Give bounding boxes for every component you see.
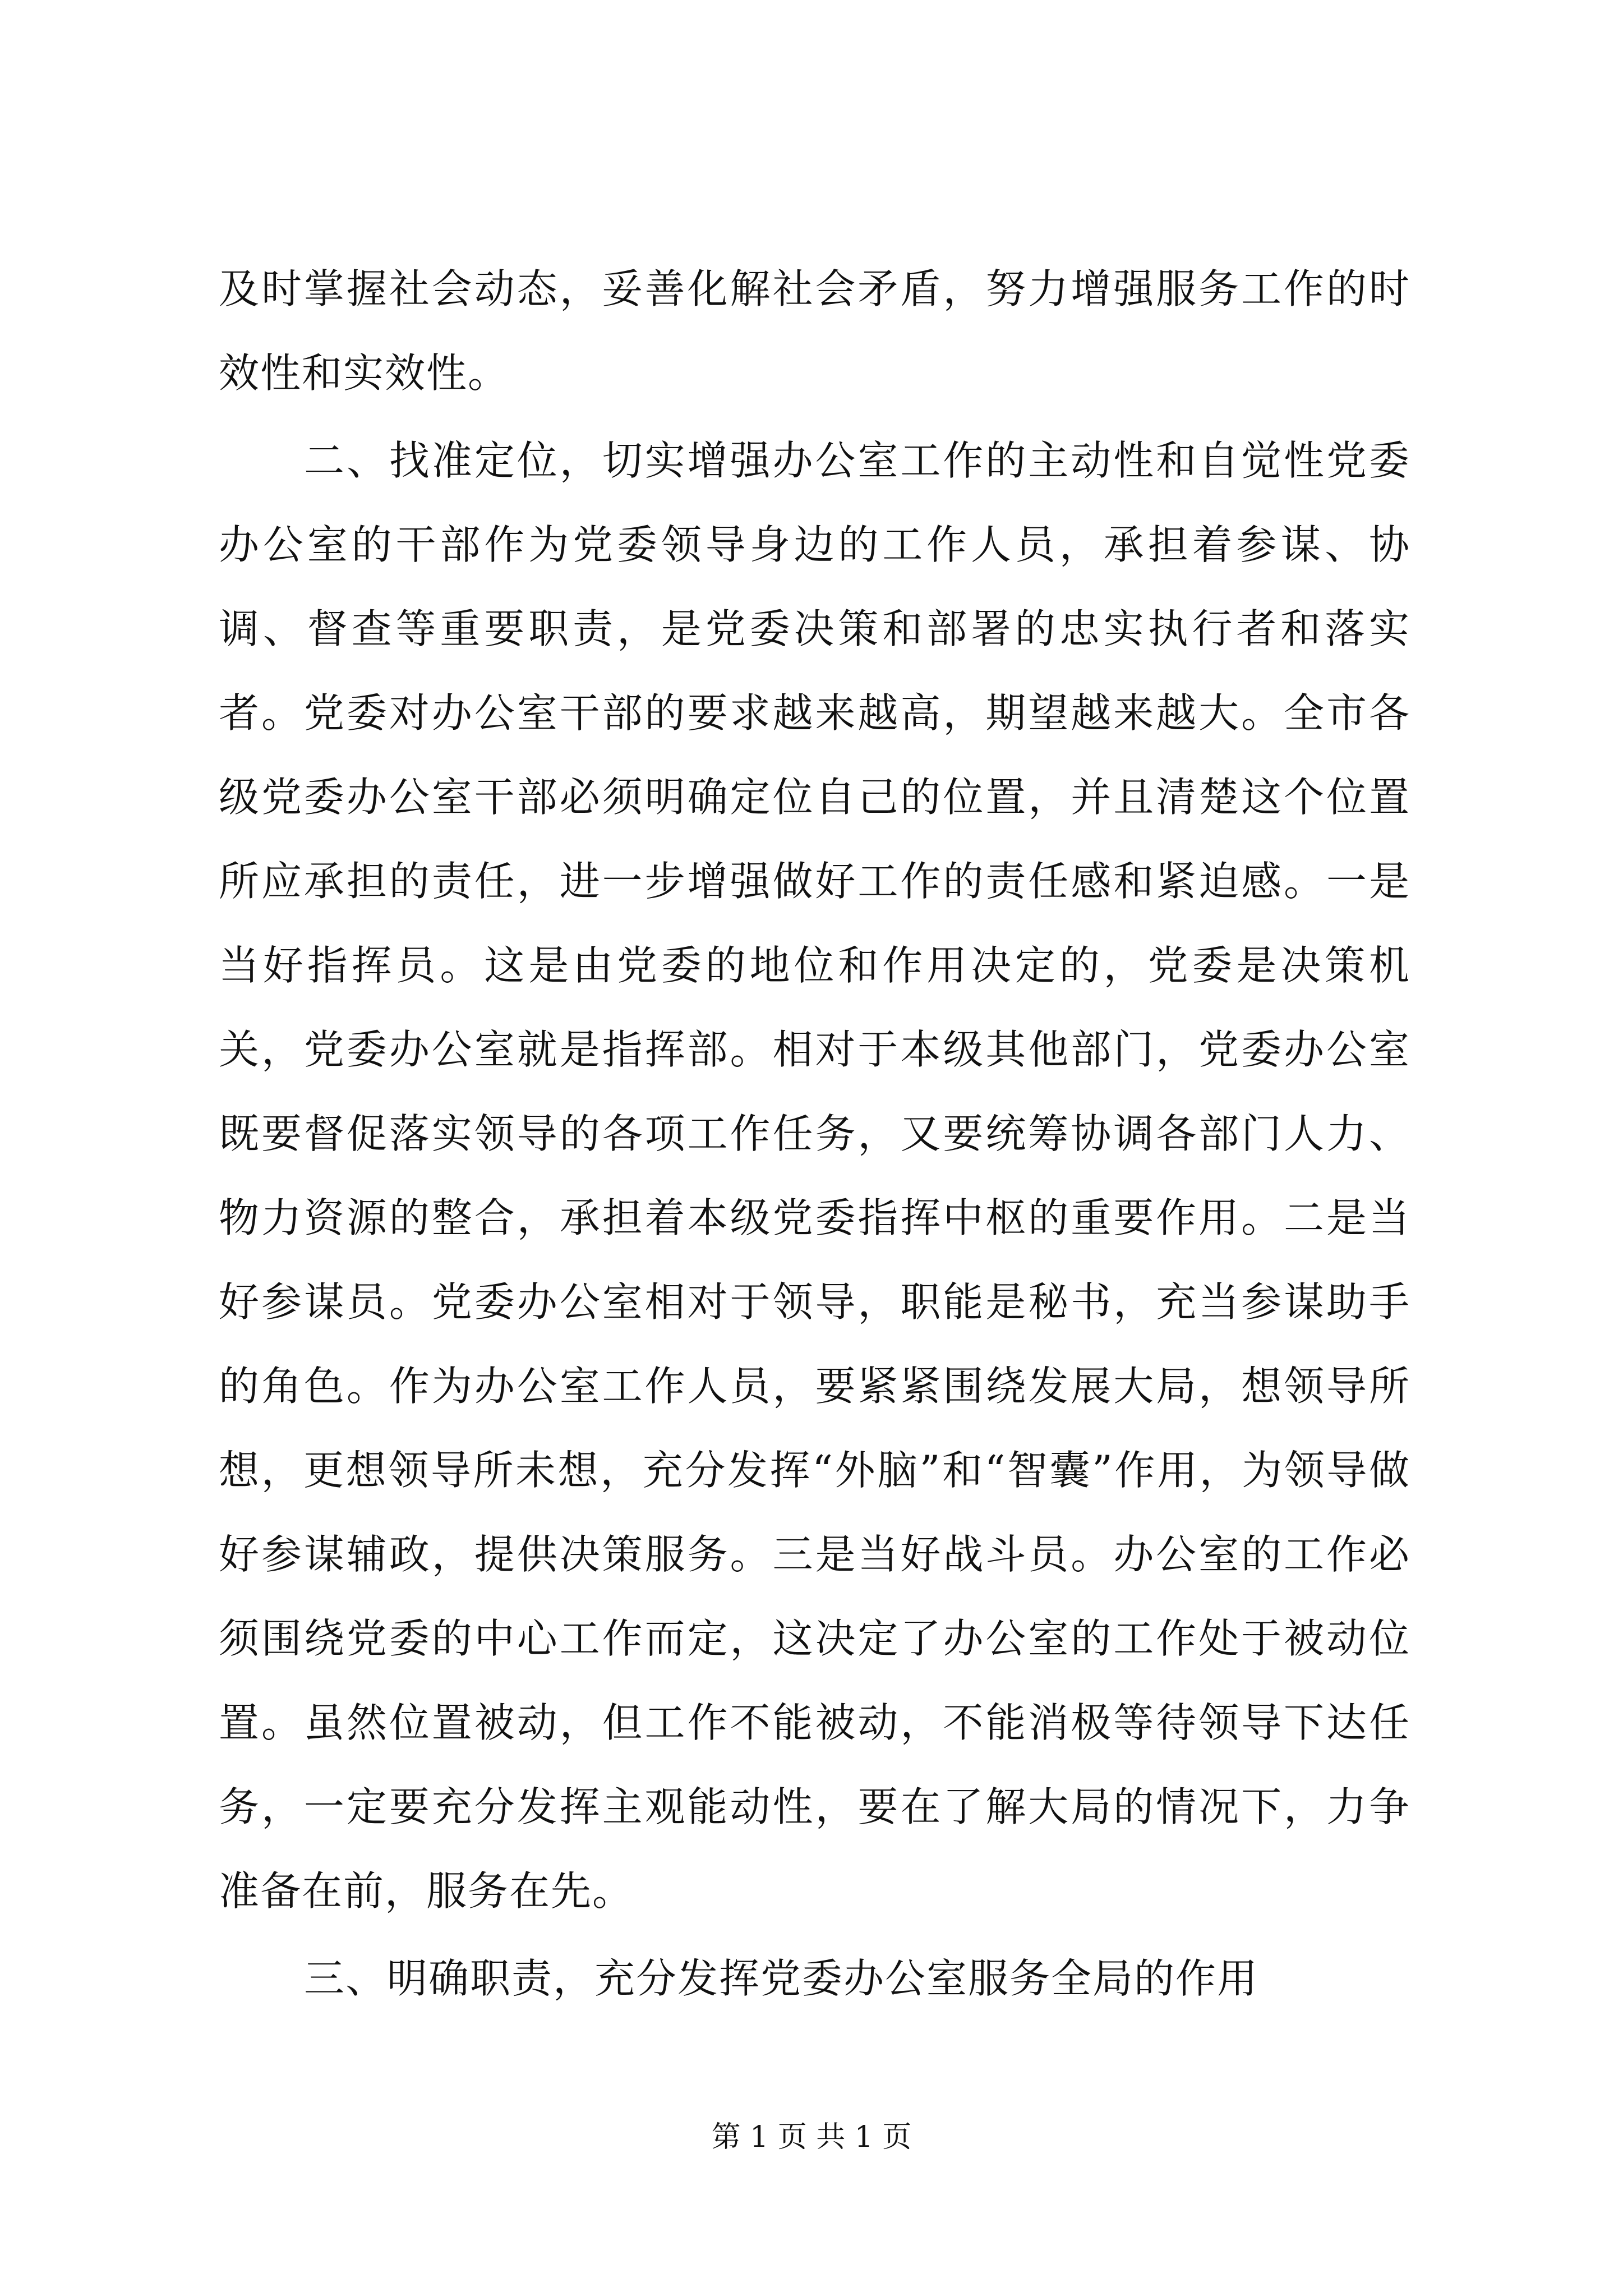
page-footer: 第 1 页 共 1 页 [711, 2120, 912, 2154]
document-body [219, 247, 1410, 2021]
paragraph-section-three-heading: 三、明确职责，充分发挥党委办公室服务全局的作用 [304, 1955, 1259, 2002]
paragraph-continuation: 及时掌握社会动态，妥善化解社会矛盾，努力增强服务工作的时效性和实效性。 [219, 265, 1410, 397]
paragraph-section-two: 二、找准定位，切实增强办公室工作的主动性和自觉性党委办公室的干部作为党委领导身边的工作人员，承担着参谋、协调、督查等重要职责，是党委决策和部署的忠实执行者和落实者。党委对办公室干部的要求越来越高，期望越来越大。全市各级党委办公室干部必须明确定位自己的位置，并且清楚这个位置所应承担的责任，进一步增强做好工作的责任感和紧迫感。一是当好指挥员。这是由党委的地位和作用决定的，党委是决策机关，党委办公室就是指挥部。相对于本级其他部门，党委办公室既要督促落实领导的各项工作任务，又要统筹协调各部门人力、物力资源的整合，承担着本级党委指挥中枢的重要作用。二是当好参谋员。党委办公室相对于领导，职能是秘书，充当参谋助手的角色。作为办公室工作人员，要紧紧围绕发展大局，想领导所想，更想领导所未想，充分发挥“外脑”和“智囊”作用，为领导做好参谋辅政，提供决策服务。三是当好战斗员。办公室的工作必须围绕党委的中心工作而定，这决定了办公室的工作处于被动位置。虽然位置被动，但工作不能被动，不能消极等待领导下达任务，一定要充分发挥主观能动性，要在了解大局的情况下，力争准备在前，服务在先。 [219, 437, 1410, 1915]
